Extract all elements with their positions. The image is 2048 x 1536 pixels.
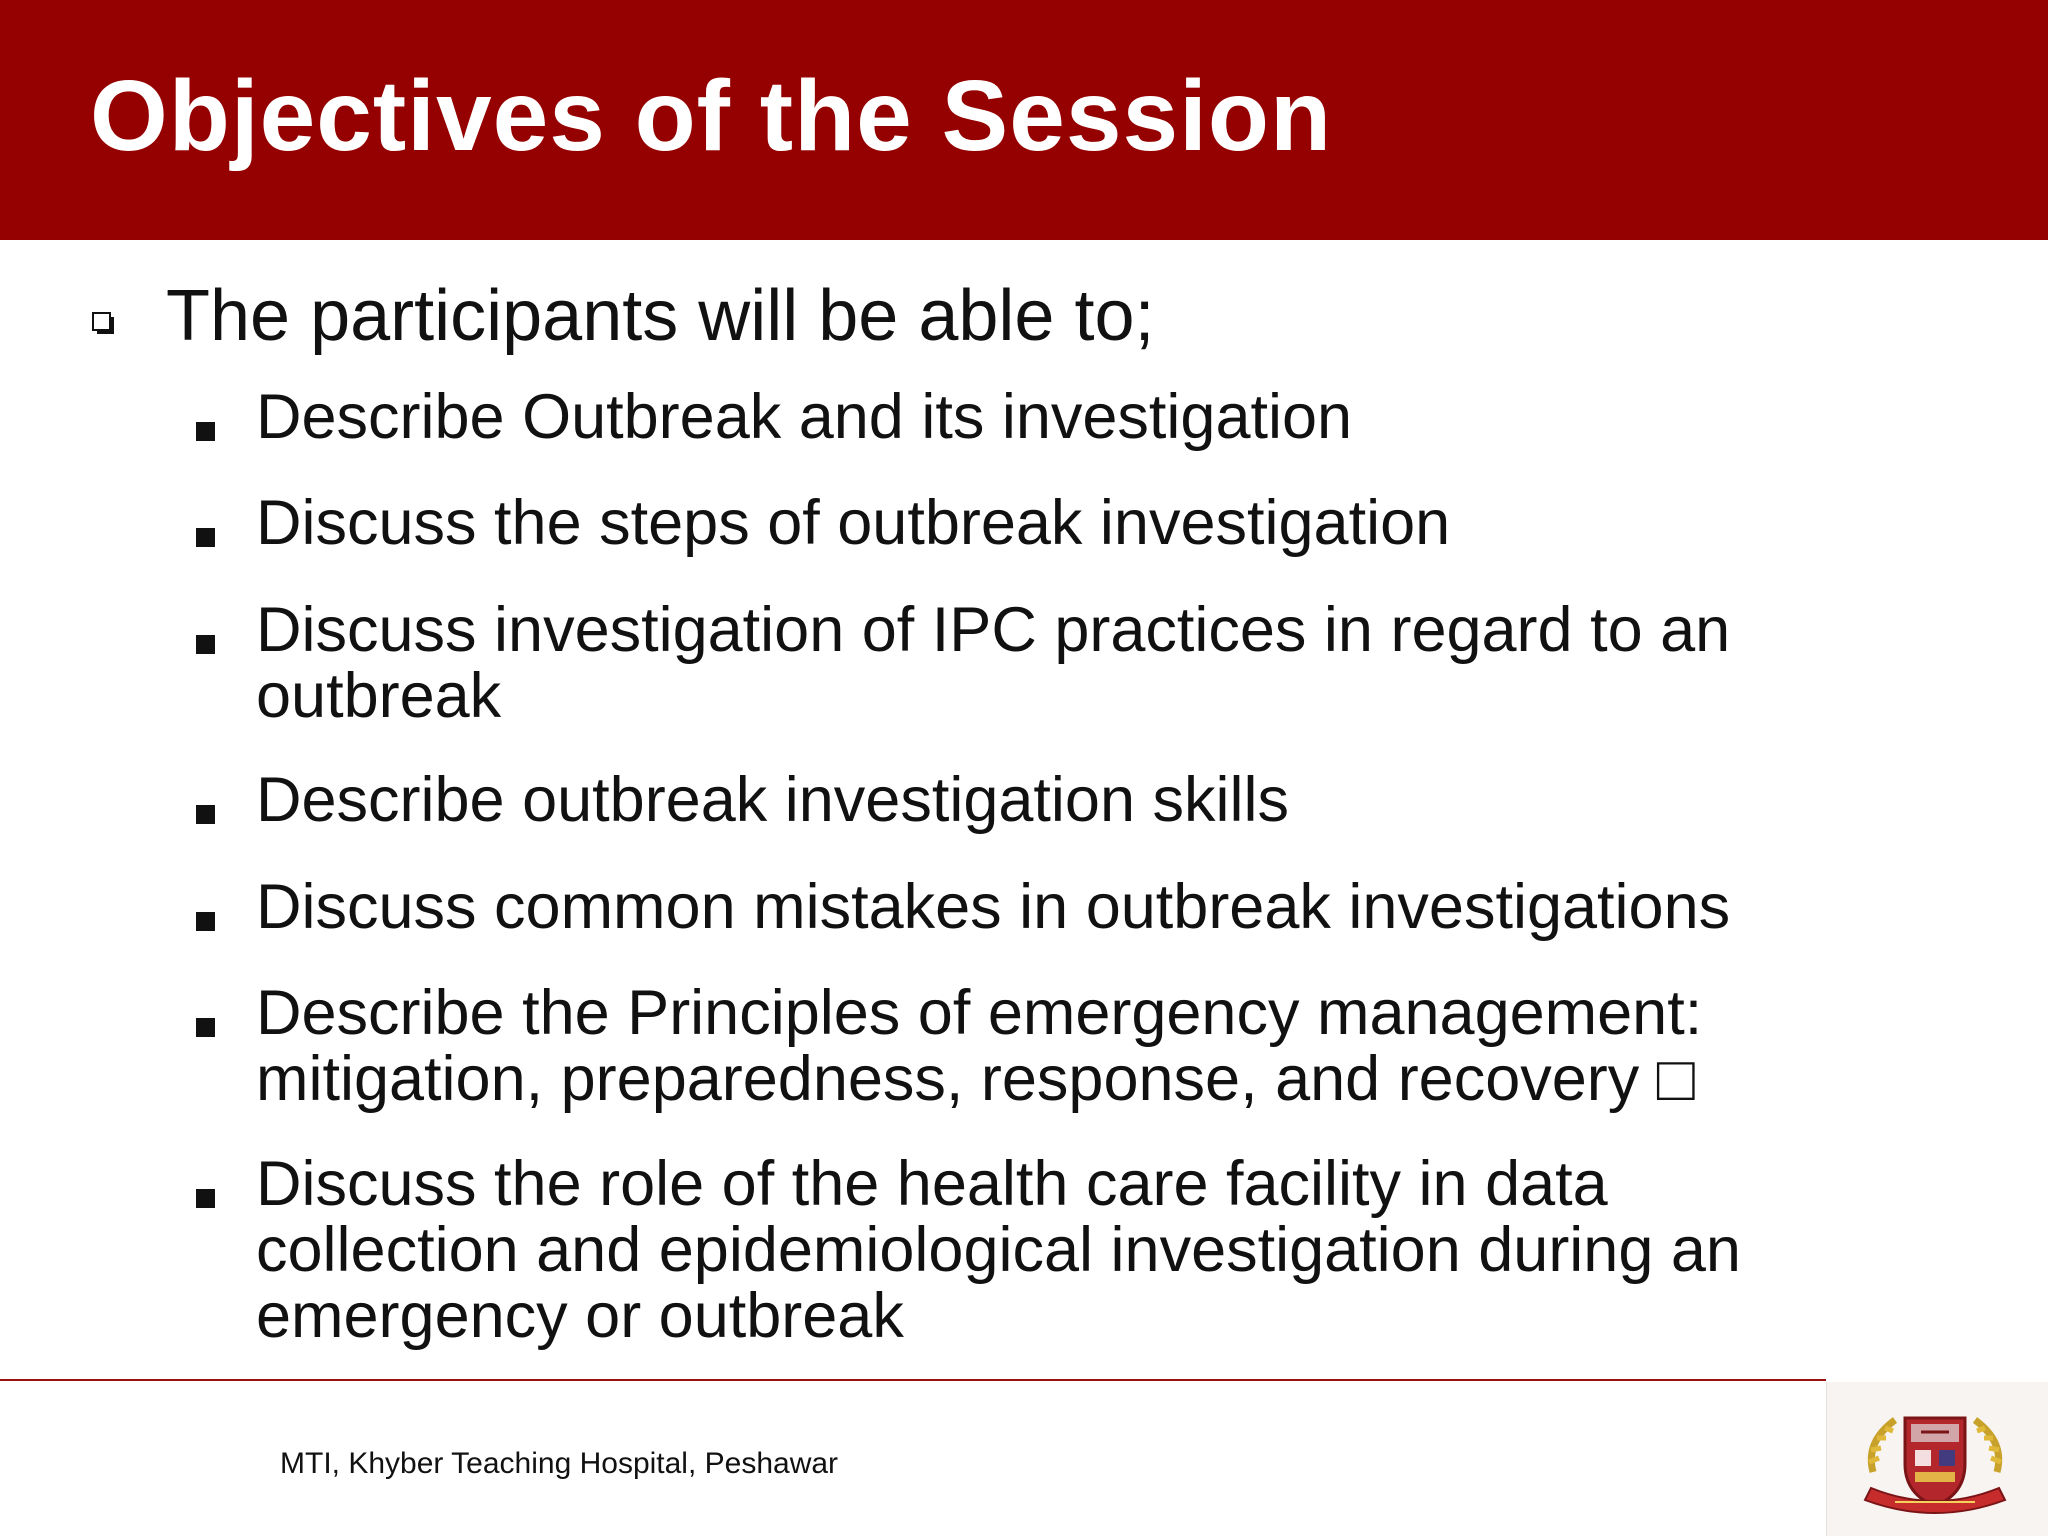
list-item <box>196 490 1896 556</box>
lead-text: The participants will be able to; <box>166 276 1155 356</box>
square-bullet-icon <box>196 422 215 441</box>
list-item-text: Discuss common mistakes in outbreak investigations <box>256 872 1731 942</box>
list-item-text: Discuss the role of the health care facility in data collection and epidemiological investigation during an emergency or outbreak <box>256 1149 1741 1351</box>
slide-title: Objectives of the Session <box>90 60 1333 172</box>
objectives-list <box>196 384 1896 1349</box>
list-item <box>196 767 1896 833</box>
list-item <box>196 874 1896 940</box>
lead-line <box>92 276 1155 356</box>
square-bullet-icon <box>196 635 215 654</box>
list-item-text: Describe the Principles of emergency management: mitigation, preparedness, response, and recovery □ <box>256 978 1703 1114</box>
list-item-text: Discuss investigation of IPC practices in regard to an outbreak <box>256 595 1731 731</box>
square-bullet-icon <box>196 1018 215 1037</box>
list-item <box>196 1151 1896 1349</box>
square-bullet-icon <box>196 528 215 547</box>
footer-institution: MTI, Khyber Teaching Hospital, Peshawar <box>280 1447 839 1480</box>
footer-divider <box>0 1379 1826 1381</box>
list-item <box>196 980 1896 1112</box>
list-item-text: Discuss the steps of outbreak investigation <box>256 488 1451 558</box>
list-item <box>196 384 1896 450</box>
square-bullet-icon <box>196 805 215 824</box>
list-item-text: Describe outbreak investigation skills <box>256 765 1289 835</box>
list-item-text: Describe Outbreak and its investigation <box>256 382 1353 452</box>
hollow-square-shadow-icon <box>92 312 114 334</box>
square-bullet-icon <box>196 1189 215 1208</box>
list-item <box>196 597 1896 729</box>
square-bullet-icon <box>196 912 215 931</box>
hospital-crest-logo <box>1855 1402 2015 1518</box>
logo-panel <box>1826 1382 2048 1536</box>
